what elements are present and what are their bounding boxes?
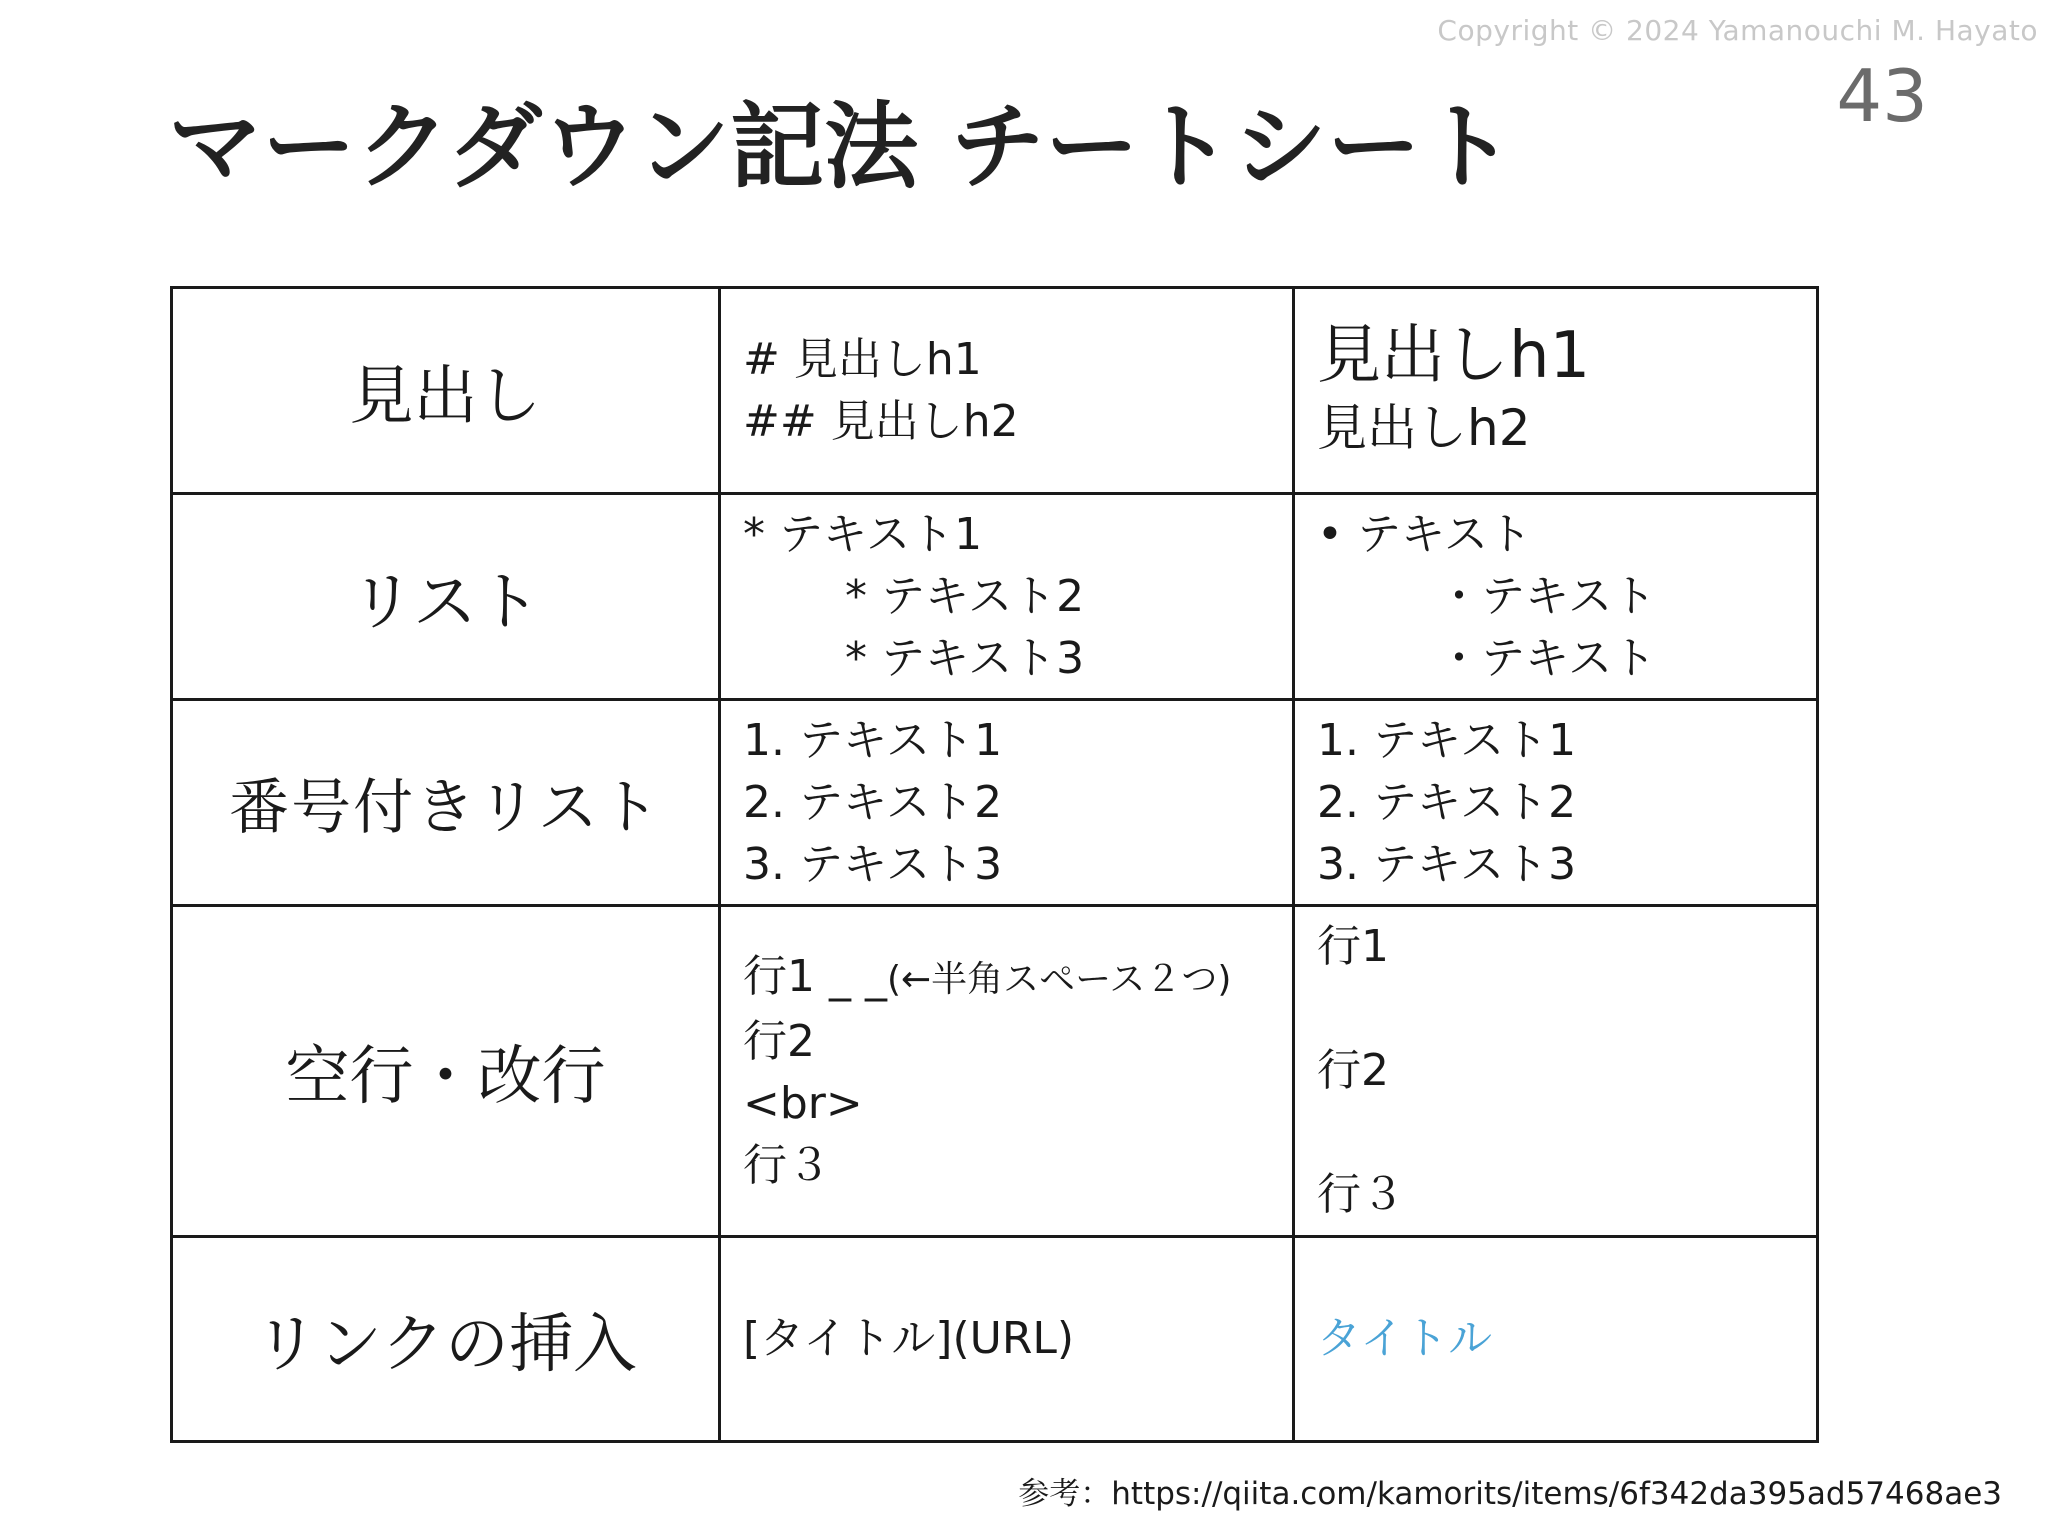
- syntax-cell: [720, 494, 1294, 700]
- row-label: 見出し: [172, 288, 720, 494]
- row-label: リンクの挿入: [172, 1237, 720, 1442]
- rendered-list-item: 3. テキスト3: [1317, 838, 1577, 890]
- rendered-list-item: 1. テキスト1: [1317, 714, 1577, 766]
- result-cell: [1294, 494, 1818, 700]
- rendered-list-item: ・テキスト: [1437, 632, 1657, 684]
- rendered-h1: 見出しh1: [1317, 318, 1591, 393]
- syntax-line: * テキスト1: [743, 508, 983, 560]
- rendered-line: 行1: [1317, 921, 1389, 972]
- rendered-list-item: ・テキスト: [1437, 570, 1657, 622]
- reference-note: 参考：https://qiita.com/kamorits/items/6f342da395ad57468ae3: [1018, 1476, 2002, 1512]
- blank-line: [1317, 1102, 1794, 1164]
- table-row-heading: [172, 288, 1818, 494]
- syntax-line: # 見出しh1: [743, 333, 982, 385]
- syntax-line: * テキスト2: [845, 570, 1085, 622]
- syntax-line: ## 見出しh2: [743, 395, 1019, 447]
- rendered-h2: 見出しh2: [1317, 398, 1531, 457]
- table-row-numbered-list: [172, 700, 1818, 906]
- markdown-cheatsheet-table: [170, 286, 1819, 1443]
- syntax-cell: [720, 1237, 1294, 1442]
- syntax-cell: [720, 700, 1294, 906]
- syntax-line: 1. テキスト1: [743, 714, 1003, 766]
- row-label: リスト: [172, 494, 720, 700]
- rendered-line: 行３: [1317, 1169, 1405, 1220]
- syntax-cell: [720, 288, 1294, 494]
- rendered-link[interactable]: タイトル: [1317, 1313, 1493, 1364]
- table-row-list: [172, 494, 1818, 700]
- rendered-list-item: 2. テキスト2: [1317, 776, 1577, 828]
- blank-line: [1317, 978, 1794, 1040]
- page-number: 43: [1836, 54, 1928, 138]
- syntax-line: * テキスト3: [845, 632, 1085, 684]
- rendered-list-item: • テキスト: [1317, 508, 1533, 560]
- syntax-line: [743, 946, 1270, 1011]
- result-cell: [1294, 1237, 1818, 1442]
- syntax-line: 行2: [743, 1015, 815, 1067]
- result-cell: [1294, 700, 1818, 906]
- syntax-line: <br>: [743, 1077, 863, 1129]
- syntax-text: 行1 _ _: [743, 950, 887, 1002]
- copyright-text: Copyright © 2024 Yamanouchi M. Hayato: [1437, 14, 2038, 47]
- syntax-cell: [720, 906, 1294, 1237]
- row-label: 空行・改行: [172, 906, 720, 1237]
- rendered-line: 行2: [1317, 1045, 1389, 1096]
- table-row-link: [172, 1237, 1818, 1442]
- syntax-line: 3. テキスト3: [743, 838, 1003, 890]
- result-cell: [1294, 288, 1818, 494]
- syntax-note: (←半角スペース２つ): [886, 958, 1232, 1000]
- syntax-line: 2. テキスト2: [743, 776, 1003, 828]
- row-label: 番号付きリスト: [172, 700, 720, 906]
- page-title: マークダウン記法 チートシート: [168, 93, 1515, 202]
- syntax-line: 行３: [743, 1139, 831, 1191]
- table-row-line-break: [172, 906, 1818, 1237]
- result-cell: [1294, 906, 1818, 1237]
- syntax-line: [タイトル](URL): [743, 1313, 1075, 1364]
